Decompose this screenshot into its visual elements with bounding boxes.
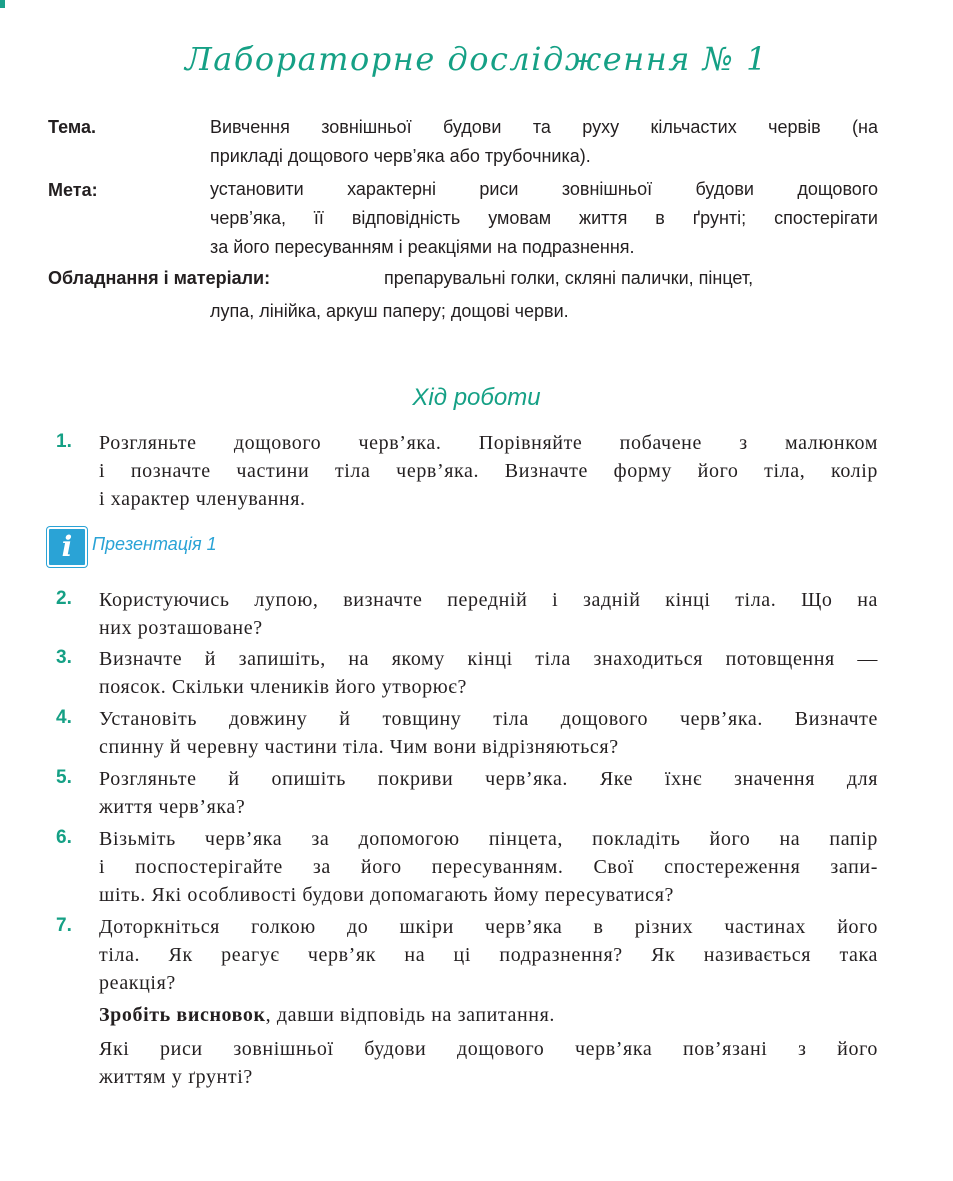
presentation-label: Презентація 1 (92, 534, 217, 554)
step-text (99, 913, 878, 997)
goal-line: за його пересуванням і реакціями на подразнення. (210, 237, 635, 257)
step-line: Візьміть черв’яка за допомогою пінцета, покладіть його на папір (99, 828, 878, 850)
question-line: життям у ґрунті? (99, 1066, 253, 1088)
step-line: Розгляньте й опишіть покриви черв’яка. Яке їхнє значення для (99, 768, 878, 790)
topic-line: прикладі дощового черв’яка або трубочника). (210, 146, 591, 166)
question-line: Які риси зовнішньої будови дощового черв’яка пов’язані з його (99, 1038, 878, 1060)
step-line: тіла. Як реагує черв’як на ці подразнення? Як називається така (99, 944, 878, 966)
step-line: життя черв’яка? (99, 796, 246, 818)
step-line: поясок. Скільки члеників його утворює? (99, 676, 467, 698)
step-number: 4. (56, 707, 72, 728)
step-line: Користуючись лупою, визначте передній і задній кінці тіла. Що на (99, 589, 878, 611)
step-line: і поспостерігайте за його пересуванням. Свої спостереження запи- (99, 856, 878, 878)
step-text (99, 586, 878, 642)
step-text (99, 705, 878, 761)
step-line: Установіть довжину й товщину тіла дощового черв’яка. Визначте (99, 708, 878, 730)
topic-line: Вивчення зовнішньої будови та руху кільчастих червів (на (210, 117, 878, 137)
info-icon: i (47, 527, 87, 567)
step-line: Визначте й запишіть, на якому кінці тіла знаходиться потовщення — (99, 648, 878, 670)
step-number: 3. (56, 647, 72, 668)
step-number: 2. (56, 588, 72, 609)
conclusion-line (99, 1001, 878, 1029)
topic-label: Тема. (48, 117, 96, 137)
conclusion-bold: Зробіть висновок (99, 1004, 266, 1026)
goal-text (210, 175, 878, 262)
step-line: реакція? (99, 972, 176, 994)
page-edge-mark (0, 0, 5, 8)
step-number: 5. (56, 767, 72, 788)
page-title: Лабораторне дослідження № 1 (185, 40, 768, 78)
step-line: і позначте частини тіла черв’яка. Визначте форму його тіла, колір (99, 460, 878, 482)
step-text (99, 429, 878, 513)
step-line: шіть. Які особливості будови допомагають йому пересуватися? (99, 884, 675, 906)
step-number: 7. (56, 915, 72, 936)
goal-line: установити характерні риси зовнішньої будови дощового (210, 179, 878, 199)
step-line: спинну й черевну частини тіла. Чим вони відрізняються? (99, 736, 619, 758)
equipment-line: лупа, лінійка, аркуш паперу; дощові черви. (210, 301, 569, 321)
conclusion-question (99, 1035, 878, 1091)
step-text (99, 645, 878, 701)
equipment-line: препарувальні голки, скляні палички, пінцет, (384, 268, 754, 288)
step-text (99, 765, 878, 821)
goal-line: черв’яка, її відповідність умовам життя в ґрунті; спостерігати (210, 208, 878, 228)
step-text (99, 825, 878, 909)
step-line: Розгляньте дощового черв’яка. Порівняйте побачене з малюнком (99, 432, 878, 454)
step-number: 6. (56, 827, 72, 848)
step-line: них розташоване? (99, 617, 263, 639)
topic-text (210, 113, 878, 171)
conclusion-rest: , давши відповідь на запитання. (265, 1004, 555, 1026)
step-line: Доторкніться голкою до шкіри черв’яка в різних частинах його (99, 916, 878, 938)
goal-label: Мета: (48, 180, 98, 200)
step-number: 1. (56, 431, 72, 452)
step-line: і характер членування. (99, 488, 306, 510)
conclusion-instruction (99, 1001, 878, 1029)
equipment-row (48, 264, 878, 293)
procedure-title: Хід роботи (412, 384, 541, 411)
equipment-label: Обладнання і матеріали: (48, 268, 271, 288)
